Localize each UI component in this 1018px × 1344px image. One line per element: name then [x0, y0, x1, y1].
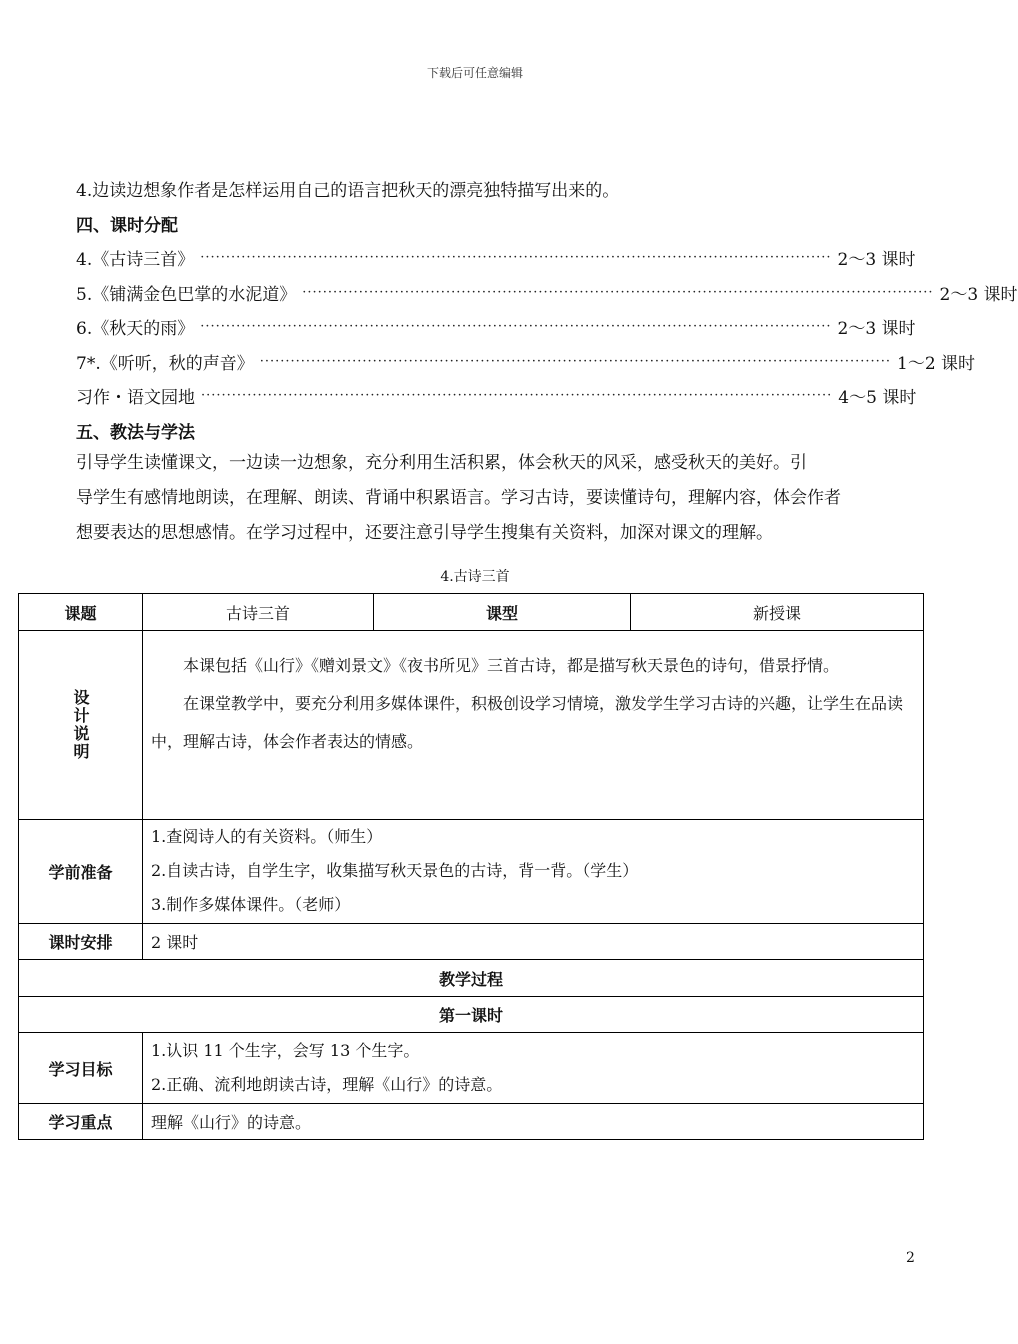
type-value: 新授课: [631, 594, 924, 631]
schedule-item-time: 1～2 课时: [897, 354, 976, 374]
table-row: [19, 820, 924, 924]
schedule-item-name: 4.《古诗三首》: [76, 250, 195, 270]
leader-dots: ···························································································································: [302, 285, 934, 300]
paragraph-line: 引导学生读懂课文，一边读一边想象，充分利用生活积累，体会秋天的风采，感受秋天的美好。引: [76, 453, 807, 473]
design-paragraph: 在课堂教学中，要充分利用多媒体课件，积极创设学习情境，激发学生学习古诗的兴趣，让学生在品读中，理解古诗，体会作者表达的情感。: [151, 694, 904, 751]
prep-item: 3.制作多媒体课件。（老师）: [151, 895, 351, 914]
table-row: [19, 960, 924, 997]
lesson-plan-table: [18, 593, 924, 1140]
schedule-item-name: 习作・语文园地: [76, 388, 195, 408]
schedule-item-name: 5.《铺满金色巴掌的水泥道》: [76, 285, 297, 305]
design-paragraph: 本课包括《山行》《赠刘景文》《夜书所见》三首古诗，都是描写秋天景色的诗句，借景抒情。: [183, 656, 840, 675]
topic-label: 课题: [19, 594, 143, 631]
paragraph-line: 导学生有感情地朗读，在理解、朗读、背诵中积累语言。学习古诗，要读懂诗句，理解内容，体会作者: [76, 488, 841, 508]
goal-item: 2.正确、流利地朗读古诗，理解《山行》的诗意。: [151, 1075, 503, 1094]
process-title: 教学过程: [19, 960, 924, 997]
lesson-caption: 4.古诗三首: [440, 569, 510, 585]
prep-item: 1.查阅诗人的有关资料。（师生）: [151, 827, 383, 846]
leader-dots: ···························································································································: [200, 250, 832, 265]
table-row: [19, 1104, 924, 1140]
paragraph-line: 想要表达的思想感情。在学习过程中，还要注意引导学生搜集有关资料，加深对课文的理解。: [76, 523, 773, 543]
watermark: 下载后可任意编辑: [426, 66, 523, 80]
goals-content: [143, 1033, 924, 1104]
leader-dots: ···························································································································: [201, 388, 833, 403]
section5-title: 五、教法与学法: [76, 423, 195, 443]
table-row: [19, 594, 924, 631]
prep-label: 学前准备: [19, 820, 143, 924]
table-row: [19, 997, 924, 1033]
schedule-row: [76, 349, 976, 374]
schedule-row: [76, 280, 1018, 305]
section5-body: [76, 446, 906, 551]
focus-value: 理解《山行》的诗意。: [143, 1104, 924, 1140]
prep-item: 2.自读古诗，自学生字，收集描写秋天景色的古诗，背一背。（学生）: [151, 861, 639, 880]
schedule-item-time: 2～3 课时: [939, 285, 1018, 305]
schedule-item-time: 2～3 课时: [837, 319, 916, 339]
period-title: 第一课时: [19, 997, 924, 1033]
design-label: 设计说明: [71, 689, 90, 761]
design-content: [143, 631, 924, 820]
intro-item-4: 4.边读边想象作者是怎样运用自己的语言把秋天的漂亮独特描写出来的。: [76, 181, 620, 201]
schedule-item-time: 4～5 课时: [838, 388, 917, 408]
table-row: [19, 924, 924, 960]
leader-dots: ···························································································································: [200, 319, 832, 334]
schedule-row: [76, 383, 917, 408]
type-label: 课型: [374, 594, 631, 631]
prep-content: [143, 820, 924, 924]
goals-label: 学习目标: [19, 1033, 143, 1104]
schedule-value: 2 课时: [143, 924, 924, 960]
schedule-row: [76, 245, 916, 270]
focus-label: 学习重点: [19, 1104, 143, 1140]
topic-value: 古诗三首: [143, 594, 374, 631]
goal-item: 1.认识 11 个生字，会写 13 个生字。: [151, 1041, 420, 1060]
table-row: [19, 631, 924, 820]
design-label-cell: [19, 631, 143, 820]
section4-title: 四、课时分配: [76, 216, 178, 236]
schedule-item-time: 2～3 课时: [837, 250, 916, 270]
schedule-row: [76, 314, 916, 339]
table-row: [19, 1033, 924, 1104]
leader-dots: ···························································································································: [259, 354, 892, 369]
page-number: 2: [906, 1250, 915, 1266]
schedule-item-name: 6.《秋天的雨》: [76, 319, 195, 339]
schedule-label: 课时安排: [19, 924, 143, 960]
schedule-item-name: 7*.《听听，秋的声音》: [76, 354, 254, 374]
